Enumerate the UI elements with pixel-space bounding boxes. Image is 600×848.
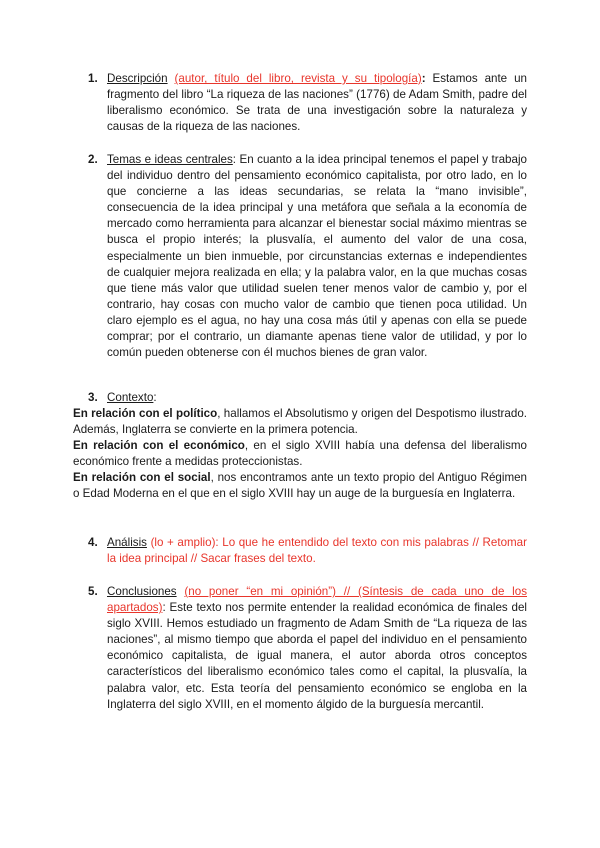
section-heading: Conclusiones bbox=[107, 585, 177, 598]
paragraph-lead: En relación con el político bbox=[73, 407, 218, 420]
section-hint: (lo + amplio): Lo que he entendido del texto con mis palabras // Retomar la idea principal // Sacar frases del texto. bbox=[107, 536, 527, 566]
heading-colon: : bbox=[162, 601, 166, 615]
paragraph-text: , en el siglo XVIII había una defensa del liberalismo económico frente a medidas proteccionistas. bbox=[73, 439, 527, 469]
paragraph-lead: En relación con el social bbox=[73, 471, 211, 484]
paragraph-text: , hallamos el Absolutismo y origen del Despotismo ilustrado. Además, Inglaterra se convierte en la primera potencia. bbox=[73, 407, 527, 437]
section-analisis bbox=[107, 535, 527, 567]
heading-colon: : bbox=[232, 153, 237, 166]
heading-colon: : bbox=[153, 391, 157, 404]
section-heading: Descripción bbox=[107, 72, 168, 85]
section-number: 2. bbox=[88, 153, 98, 166]
heading-colon: : bbox=[421, 72, 426, 85]
paragraph-lead: En relación con el económico bbox=[73, 439, 245, 452]
paragraph-text: , nos encontramos ante un texto propio del Antiguo Régimen o Edad Moderna en el que en el siglo XVIII hay un auge de la burguesía en Inglaterra. bbox=[73, 471, 527, 501]
section-temas bbox=[107, 152, 527, 361]
section-heading: Análisis bbox=[107, 536, 147, 549]
contexto-politico bbox=[73, 406, 527, 438]
section-body: Estamos ante un fragmento del libro “La riqueza de las naciones” (1776) de Adam Smith, padre del liberalismo económico. Se trata de una investigación sobre la naturaleza y causas de la riqueza de las naciones. bbox=[107, 72, 527, 134]
section-number: 1. bbox=[88, 72, 98, 85]
section-hint: (no poner “en mi opinión”) // (Síntesis de cada uno de los apartados) bbox=[107, 585, 527, 615]
section-contexto-heading bbox=[107, 390, 527, 406]
section-conclusiones bbox=[107, 584, 527, 713]
section-body: En cuanto a la idea principal tenemos el papel y trabajo del individuo dentro del pensamiento económico capitalista, por otro lado, en lo que concierne a las ideas secundarias, se relata la “mano invisible”, consecuencia de la idea principal y una metáfora que señala a la economía de mercado como herramienta para alcanzar el bienestar social máximo mientras se busca el propio interés; la plusvalía, el aumento del valor de una cosa, especialmente un bien inmueble, por circunstancias externas e independientes de cualquier mejora realizada en ella; y la palabra valor, en la que muchas cosas que tiene más valor que utilidad suelen tener menos valor de cambio y, por el contrario, hay cosas con mucho valor de cambio que tienen poca utilidad. Un claro ejemplo es el agua, no hay una cosa más útil y apenas con ella se puede comprar; por el contrario, un diamante apenas tiene valor de utilidad, y por lo común pueden obtenerse con él muchos bienes de gran valor. bbox=[107, 153, 527, 360]
section-number: 5. bbox=[88, 585, 98, 598]
section-body: Este texto nos permite entender la realidad económica de finales del siglo XVIII. Hemos estudiado un fragmento de Adam Smith de “La riqueza de las naciones”, al mismo tiempo que aborda el papel del individuo en el pensamiento económico capitalista, de igual manera, el autor aborda otros conceptos característicos del liberalismo económico tales como el capital, la plusvalía, la palabra valor, etc. Esta teoría del pensamiento económico se engloba en la Inglaterra del siglo XVIII, en el momento álgido de la burguesía mercantil. bbox=[107, 601, 527, 711]
section-descripcion bbox=[107, 71, 527, 135]
section-heading: Contexto bbox=[107, 391, 154, 404]
contexto-economico bbox=[73, 438, 527, 470]
section-heading: Temas e ideas centrales bbox=[107, 153, 233, 166]
section-number: 4. bbox=[88, 536, 98, 549]
section-number: 3. bbox=[88, 391, 98, 404]
section-hint: (autor, título del libro, revista y su tipología) bbox=[174, 72, 422, 85]
contexto-social bbox=[73, 470, 527, 502]
